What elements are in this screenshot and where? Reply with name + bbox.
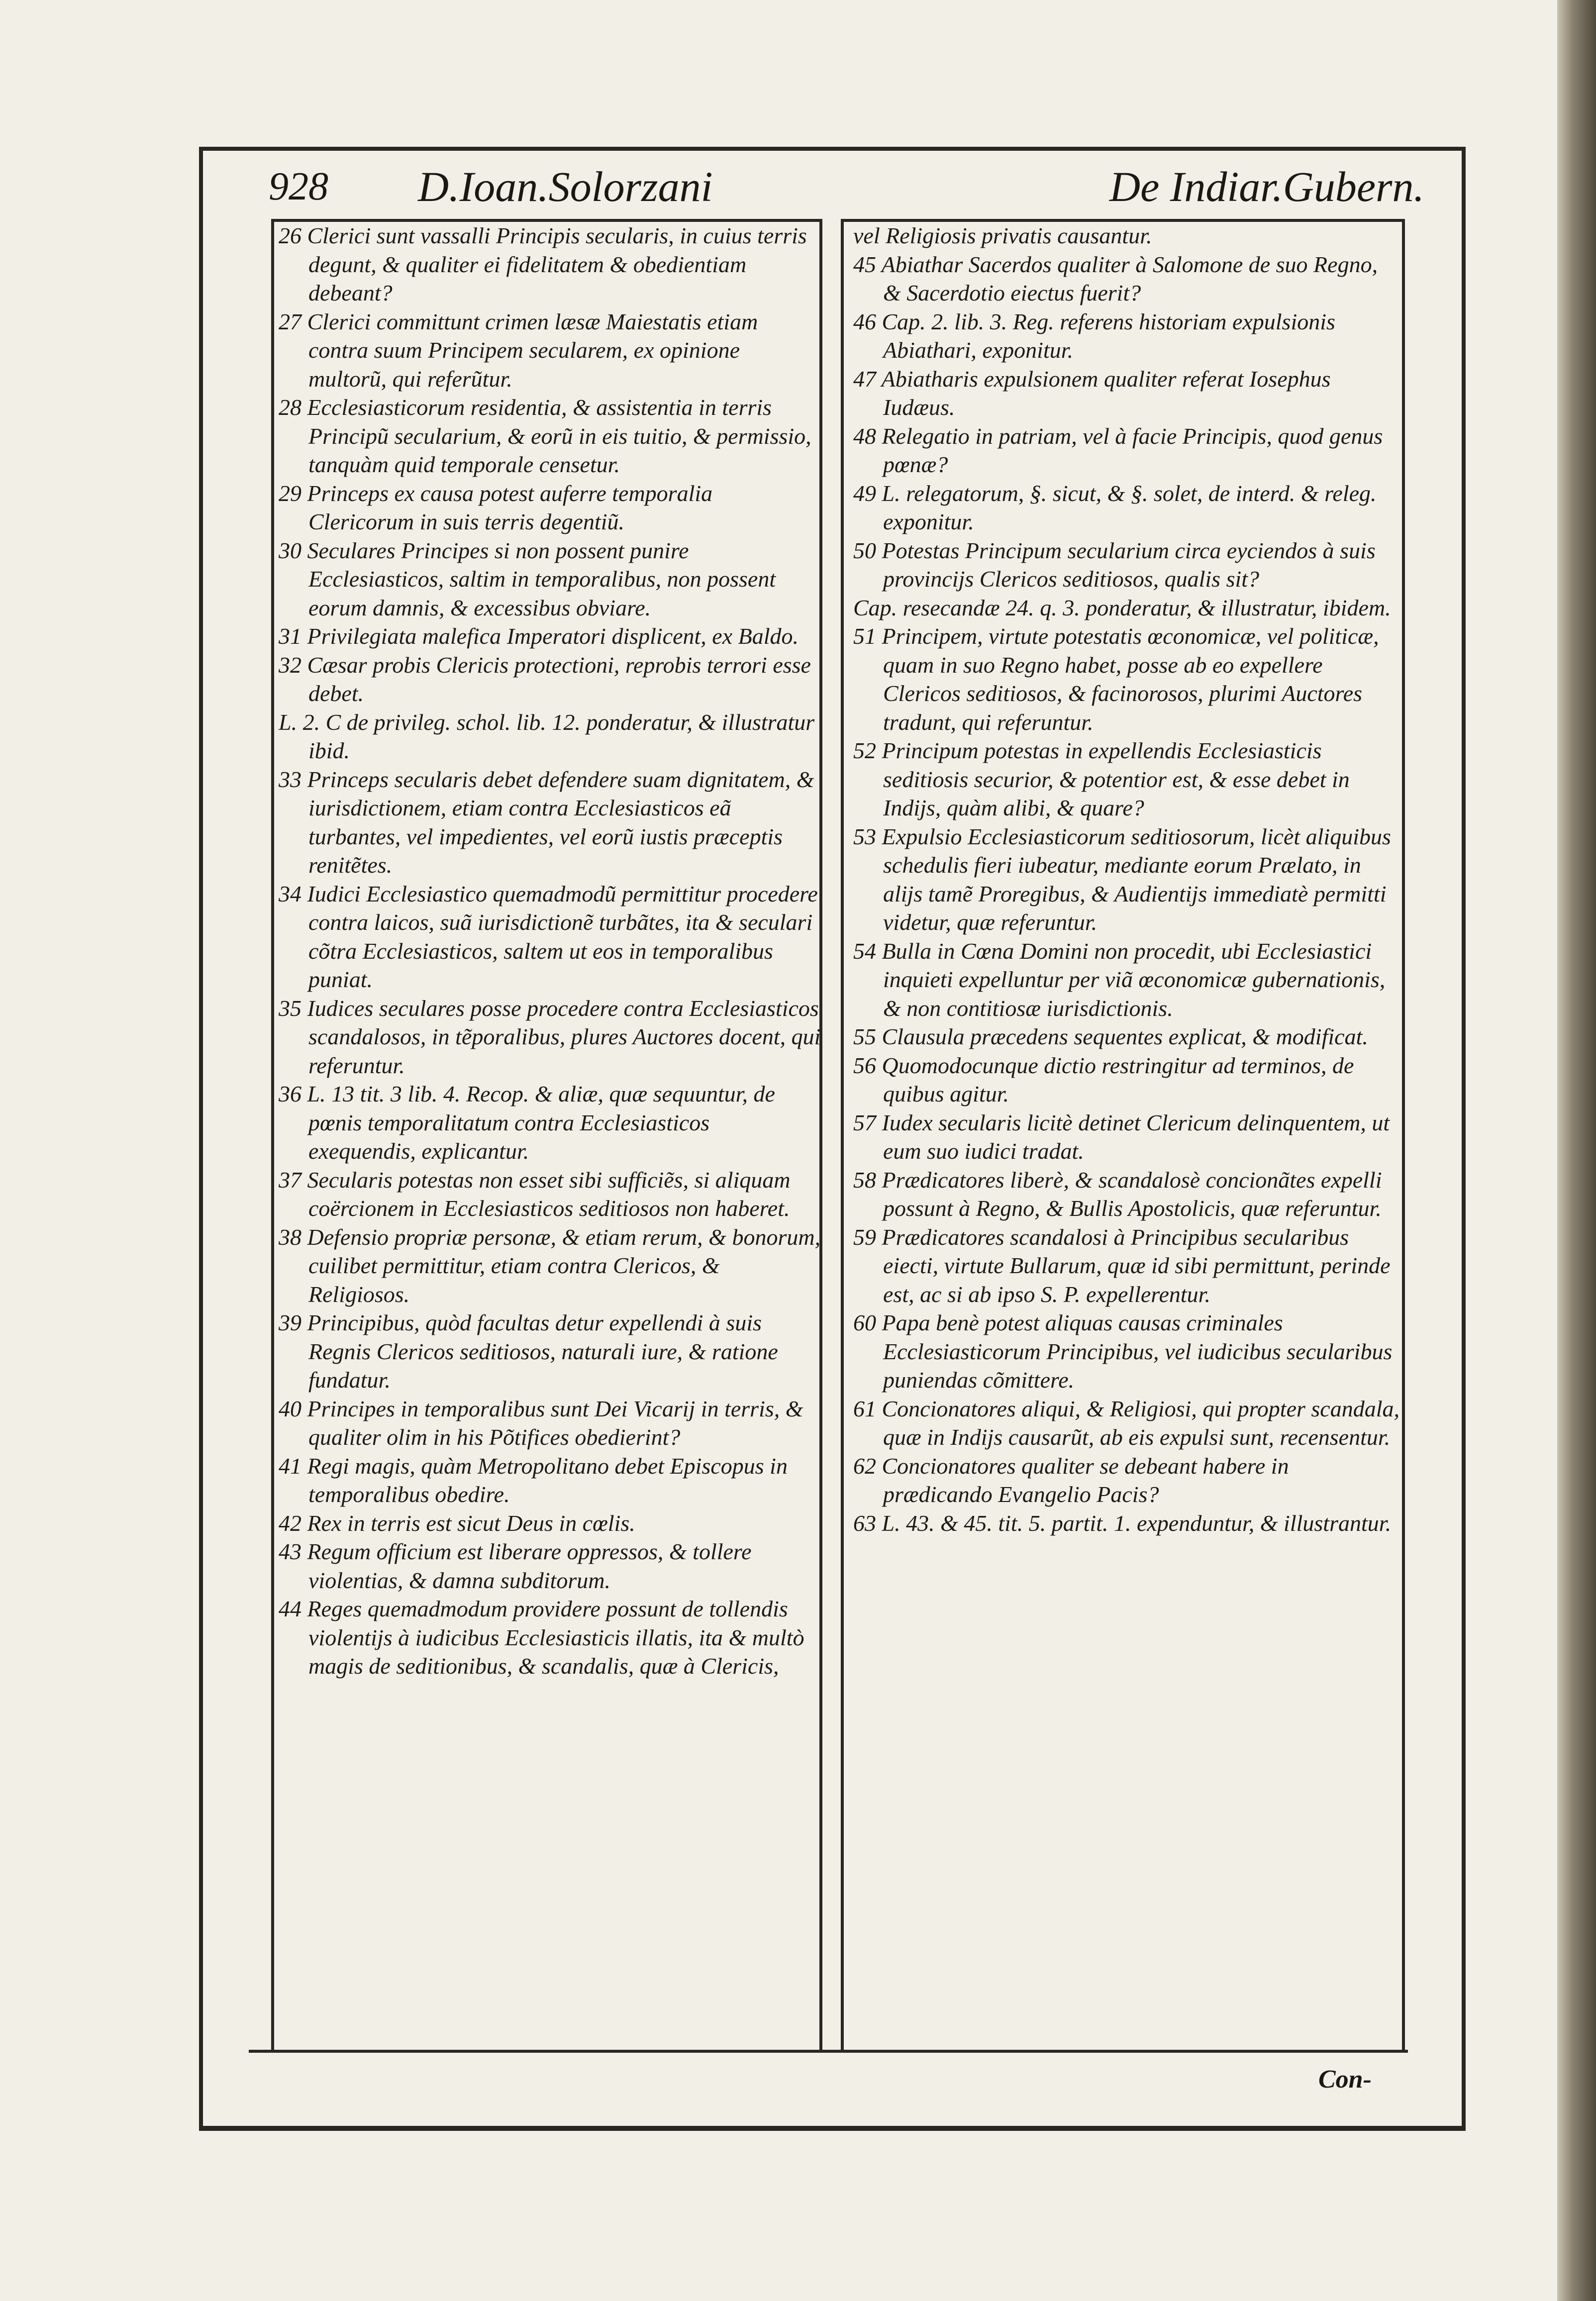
running-head [199, 154, 1463, 214]
index-entry: 47 Abiatharis expulsionem qualiter referat Iosephus Iudæus. [853, 366, 1331, 420]
index-entry: L. 2. C de privileg. schol. lib. 12. ponderatur, & illustratur ibid. [279, 709, 815, 763]
index-entry: 38 Defensio propriæ personæ, & etiam rerum, & bonorum, cuilibet permittitur, etiam contra Clericos, & Religiosos. [279, 1224, 821, 1307]
index-entry: 58 Prædicatores liberè, & scandalosè concionãtes expelli possunt à Regno, & Bullis Apostolicis, quæ referuntur. [853, 1167, 1382, 1221]
index-entry: 32 Cæsar probis Clericis protectioni, reprobis terrori esse debet. [279, 652, 811, 706]
index-entry: 60 Papa benè potest aliquas causas criminales Ecclesiasticorum Principibus, vel iudicibus secularibus puniendas cõmittere. [853, 1310, 1393, 1393]
index-entry: 30 Seculares Principes si non possent punire Ecclesiasticos, saltim in temporalibus, non possent eorum damnis, & excessibus obviare. [279, 537, 776, 620]
catchword: Con- [1318, 2065, 1372, 2094]
index-entry: 43 Regum officium est liberare oppressos, & tollere violentias, & damna subditorum. [279, 1539, 752, 1593]
index-entry: 52 Principum potestas in expellendis Ecclesiasticis seditiosis securior, & potentior est, & esse debet in Indijs, quàm alibi, & quare? [853, 738, 1350, 820]
index-entry: Cap. resecandæ 24. q. 3. ponderatur, & illustratur, ibidem. [853, 595, 1391, 620]
column-divider-right [841, 219, 844, 2050]
index-entry: 31 Privilegiata malefica Imperatori displicent, ex Baldo. [279, 623, 799, 649]
index-entry: 42 Rex in terris est sicut Deus in cœlis. [279, 1510, 635, 1536]
index-entry: 35 Iudices seculares posse procedere contra Ecclesiasticos scandalosos, in tẽporalibus, plures Auctores docent, qui referuntur. [279, 995, 821, 1078]
index-entry: 53 Expulsio Ecclesiasticorum seditiosorum, licèt aliquibus schedulis fieri iubeatur, mediante eorum Prælato, in alijs tamẽ Proregibus, & Audientijs immediatè permitti videtur, quæ referuntur. [853, 823, 1391, 935]
index-entry: 28 Ecclesiasticorum residentia, & assistentia in terris Principũ secularium, & eorũ in eis tuitio, & permissio, tanquàm quid temporale censetur. [279, 395, 811, 477]
index-entry: 57 Iudex secularis licitè detinet Clericum delinquentem, ut eum suo iudici tradat. [853, 1109, 1390, 1164]
running-head-author: D.Ioan.Solorzani [418, 163, 713, 210]
left-column-left-rule [271, 219, 274, 2050]
index-entry: 41 Regi magis, quàm Metropolitano debet Episcopus in temporalibus obedire. [279, 1453, 788, 1507]
page-number: 928 [269, 165, 328, 208]
index-entry: 26 Clerici sunt vassalli Principis secularis, in cuius terris degunt, & qualiter ei fidelitatem & obedientiam debeant? [279, 223, 807, 305]
index-entry: 27 Clerici committunt crimen læsæ Maiestatis etiam contra suum Principem secularem, ex opinione multorũ, qui referũtur. [279, 308, 758, 392]
index-column-left [279, 221, 821, 1681]
index-entry: 50 Potestas Principum secularium circa eyciendos à suis provincijs Clericos seditiosos, qualis sit? [853, 537, 1376, 592]
index-entry: 44 Reges quemadmodum providere possunt de tollendis violentijs à iudicibus Ecclesiasticis illatis, ita & multò magis de seditionibus, & scandalis, quæ à Clericis, [279, 1596, 804, 1679]
index-entry: 45 Abiathar Sacerdos qualiter à Salomone de suo Regno, & Sacerdotio eiectus fuerit? [853, 251, 1378, 305]
index-entry: 36 L. 13 tit. 3 lib. 4. Recop. & aliæ, quæ sequuntur, de pœnis temporalitatum contra Ecclesiasticos exequendis, explicantur. [279, 1081, 775, 1164]
index-entry: 56 Quomodocunque dictio restringitur ad terminos, de quibus agitur. [853, 1052, 1354, 1106]
index-entry: 55 Clausula præcedens sequentes explicat, & modificat. [853, 1024, 1368, 1049]
index-entry: 61 Concionatores aliqui, & Religiosi, qui propter scandala, quæ in Indijs causarũt, ab eis expulsi sunt, recensentur. [853, 1396, 1400, 1450]
index-entry: 34 Iudici Ecclesiastico quemadmodũ permittitur procedere contra laicos, suã iurisdictionẽ turbãtes, ita & seculari cõtra Ecclesiasticos, saltem ut eos in temporalibus puniat. [279, 881, 818, 992]
index-entry: 33 Princeps secularis debet defendere suam dignitatem, & iurisdictionem, etiam contra Ecclesiasticos eã turbantes, vel impedientes, vel eorũ iustis præceptis renitẽtes. [279, 766, 814, 878]
index-entry: 48 Relegatio in patriam, vel à facie Principis, quod genus pœnæ? [853, 423, 1383, 477]
index-entry: 46 Cap. 2. lib. 3. Reg. referens historiam expulsionis Abiathari, exponitur. [853, 308, 1335, 363]
index-entry: 39 Principibus, quòd facultas detur expellendi à suis Regnis Clericos seditiosos, naturali iure, & ratione fundatur. [279, 1310, 778, 1393]
index-entry: 37 Secularis potestas non esset sibi sufficiẽs, si aliquam coërcionem in Ecclesiasticos seditiosos non haberet. [279, 1167, 791, 1221]
index-column-right [853, 221, 1400, 1537]
index-entry: vel Religiosis privatis causantur. [853, 223, 1152, 248]
index-entry: 54 Bulla in Cœna Domini non procedit, ubi Ecclesiastici inquieti expelluntur per viã œconomicæ gubernationis, & non contitiosæ iurisdictionis. [853, 938, 1386, 1021]
index-entry: 51 Principem, virtute potestatis œconomicæ, vel politicæ, quam in suo Regno habet, posse ab eo expellere Clericos seditiosos, & facinorosos, plurimi Auctores tradunt, qui referuntur. [853, 623, 1379, 735]
index-entry: 29 Princeps ex causa potest auferre temporalia Clericorum in suis terris degentiũ. [279, 480, 713, 534]
footer-rule [249, 2050, 1408, 2053]
index-entry: 63 L. 43. & 45. tit. 5. partit. 1. expenduntur, & illustrantur. [853, 1510, 1392, 1536]
index-entry: 49 L. relegatorum, §. sicut, & §. solet, de interd. & releg. exponitur. [853, 480, 1377, 534]
right-column-right-rule [1402, 219, 1405, 2050]
running-head-work: De Indiar.Gubern. [1109, 163, 1424, 210]
binding-edge [1557, 0, 1596, 2301]
index-entry: 62 Concionatores qualiter se debeant habere in prædicando Evangelio Pacis? [853, 1453, 1289, 1507]
index-entry: 59 Prædicatores scandalosi à Principibus secularibus eiecti, virtute Bullarum, quæ id sibi permittunt, perinde est, ac si ab ipso S. P. expellerentur. [853, 1224, 1391, 1307]
index-entry: 40 Principes in temporalibus sunt Dei Vicarij in terris, & qualiter olim in his Põtifices obedierint? [279, 1396, 803, 1450]
